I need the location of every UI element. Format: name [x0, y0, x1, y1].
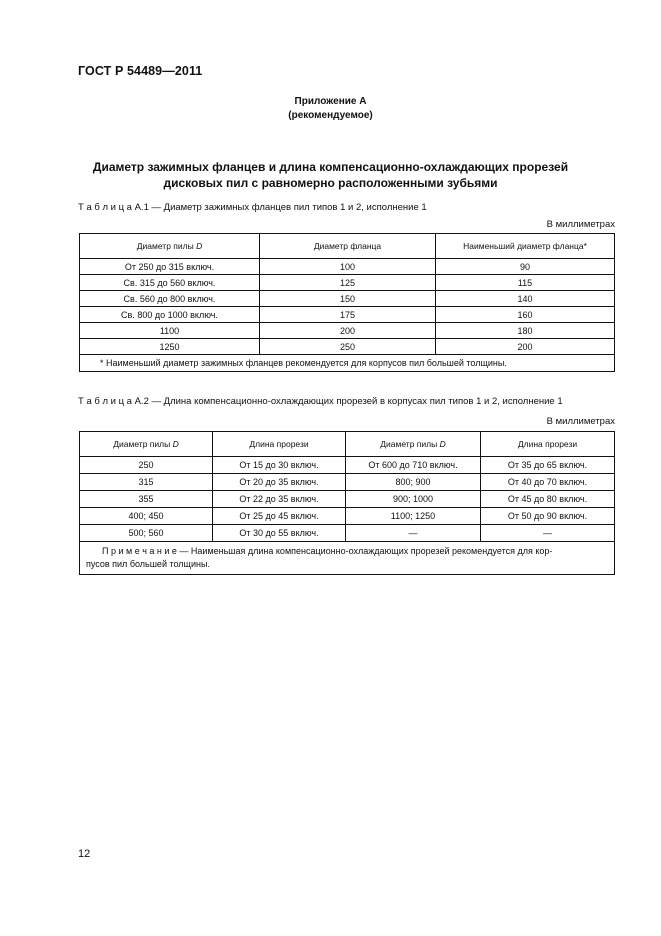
- table-cell: 150: [260, 291, 436, 307]
- table-a2-header-saw-diameter-1: Диаметр пилы D: [80, 432, 213, 457]
- table-row: [80, 525, 615, 542]
- table-a2-caption-label: Т а б л и ц а: [78, 396, 132, 407]
- table-a2-note-row: [80, 542, 615, 575]
- table-cell: 140: [436, 291, 615, 307]
- table-cell: 250: [80, 457, 213, 474]
- annex-status: (рекомендуемое): [288, 110, 373, 121]
- table-cell: От 15 до 30 включ.: [213, 457, 346, 474]
- table-a2-note: [80, 542, 615, 575]
- table-cell: 1100: [80, 323, 260, 339]
- table-a1-units: В миллиметрах: [546, 219, 615, 230]
- table-row: [80, 307, 615, 323]
- table-cell: 115: [436, 275, 615, 291]
- table-a1-caption-label: Т а б л и ц а: [78, 202, 132, 213]
- table-cell: 200: [436, 339, 615, 355]
- page-number: 12: [78, 848, 91, 860]
- table-row: [80, 275, 615, 291]
- table-cell: От 50 до 90 включ.: [481, 508, 615, 525]
- table-row: [80, 457, 615, 474]
- table-a2-header-slot-length-2: Длина прорези: [481, 432, 615, 457]
- table-cell: 1100; 1250: [346, 508, 481, 525]
- table-a2-units: В миллиметрах: [546, 416, 615, 427]
- table-cell: 250: [260, 339, 436, 355]
- table-cell: 500; 560: [80, 525, 213, 542]
- table-a1-caption: [78, 202, 427, 213]
- table-cell: —: [346, 525, 481, 542]
- table-a1-footnote: * Наименьший диаметр зажимных фланцев рекомендуется для корпусов пил большей толщины.: [80, 355, 615, 372]
- table-cell: 100: [260, 259, 436, 275]
- table-a2-header-saw-diameter-2: Диаметр пилы D: [346, 432, 481, 457]
- table-row: [80, 323, 615, 339]
- table-cell: От 45 до 80 включ.: [481, 491, 615, 508]
- table-cell: Св. 800 до 1000 включ.: [80, 307, 260, 323]
- table-cell: —: [481, 525, 615, 542]
- table-cell: 800; 900: [346, 474, 481, 491]
- table-cell: Св. 315 до 560 включ.: [80, 275, 260, 291]
- table-cell: 400; 450: [80, 508, 213, 525]
- table-a1-header-row: [80, 234, 615, 259]
- table-cell: От 600 до 710 включ.: [346, 457, 481, 474]
- annex-title: Приложение А: [294, 96, 367, 107]
- table-a2-caption: [78, 396, 563, 407]
- table-cell: От 250 до 315 включ.: [80, 259, 260, 275]
- table-cell: От 25 до 45 включ.: [213, 508, 346, 525]
- table-cell: От 35 до 65 включ.: [481, 457, 615, 474]
- table-a2: [79, 431, 615, 575]
- table-row: [80, 474, 615, 491]
- table-a1-header-min-flange-diameter: Наименьший диаметр фланца*: [436, 234, 615, 259]
- table-row: [80, 339, 615, 355]
- table-row: [80, 291, 615, 307]
- table-cell: От 30 до 55 включ.: [213, 525, 346, 542]
- table-cell: От 40 до 70 включ.: [481, 474, 615, 491]
- table-cell: 125: [260, 275, 436, 291]
- table-cell: 180: [436, 323, 615, 339]
- table-a1: [79, 233, 615, 372]
- table-a2-note-label: П р и м е ч а н и е: [102, 546, 177, 556]
- annex-heading-line-2: дисковых пил с равномерно расположенными зубьями: [163, 176, 498, 190]
- table-a2-header-row: [80, 432, 615, 457]
- table-cell: 200: [260, 323, 436, 339]
- table-cell: 900; 1000: [346, 491, 481, 508]
- table-row: [80, 491, 615, 508]
- table-row: [80, 259, 615, 275]
- annex-heading-line-1: Диаметр зажимных фланцев и длина компенсационно-охлаждающих прорезей: [92, 160, 569, 174]
- table-cell: От 22 до 35 включ.: [213, 491, 346, 508]
- table-a1-caption-text: А.1 — Диаметр зажимных фланцев пил типов 1 и 2, исполнение 1: [134, 202, 427, 213]
- table-cell: 1250: [80, 339, 260, 355]
- table-cell: 355: [80, 491, 213, 508]
- table-a2-note-line-1: — Наименьшая длина компенсационно-охлаждающих прорезей рекомендуется для кор-: [176, 546, 553, 556]
- table-row: [80, 508, 615, 525]
- table-a1-header-saw-diameter: Диаметр пилы D: [80, 234, 260, 259]
- table-cell: Св. 560 до 800 включ.: [80, 291, 260, 307]
- table-a2-note-line-2: пусов пил большей толщины.: [86, 559, 210, 569]
- table-a2-caption-text: А.2 — Длина компенсационно-охлаждающих прорезей в корпусах пил типов 1 и 2, исполнение 1: [134, 396, 563, 407]
- table-cell: 160: [436, 307, 615, 323]
- table-a2-header-slot-length-1: Длина прорези: [213, 432, 346, 457]
- table-a1-header-flange-diameter: Диаметр фланца: [260, 234, 436, 259]
- table-cell: 315: [80, 474, 213, 491]
- document-code: ГОСТ Р 54489—2011: [78, 64, 203, 78]
- table-a1-footnote-row: [80, 355, 615, 372]
- table-cell: От 20 до 35 включ.: [213, 474, 346, 491]
- table-cell: 90: [436, 259, 615, 275]
- table-cell: 175: [260, 307, 436, 323]
